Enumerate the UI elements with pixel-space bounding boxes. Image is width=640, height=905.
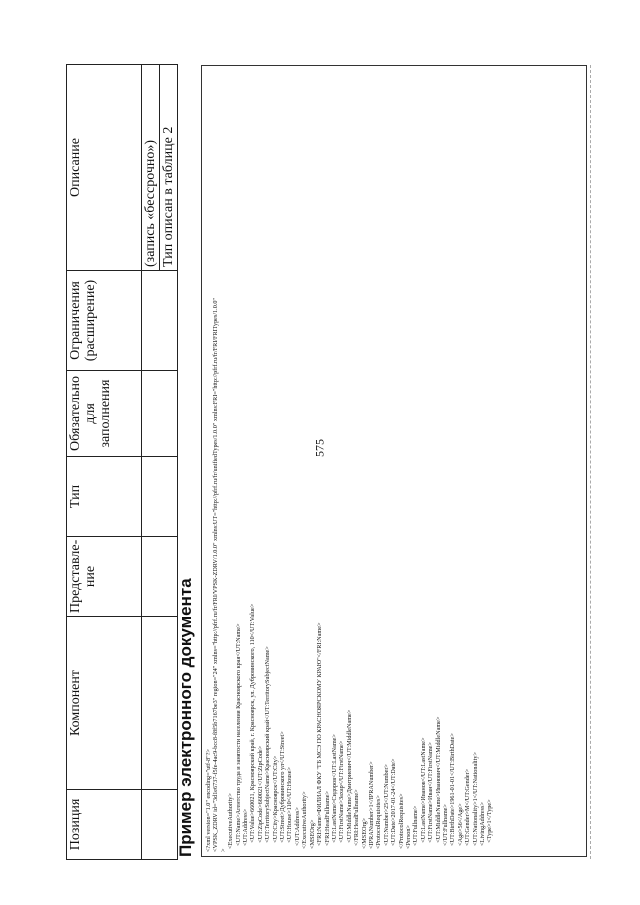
xml-line: <UT:Gender>M</UT:Gender> xyxy=(464,768,472,852)
xml-line: <UT:ZipCode>660021</UT:ZipCode> xyxy=(256,745,264,852)
xml-line: <VPSK_ZDRV id="3d1e6737-f5fe-4ac9-bcc8-f8f5b7167be3" region="24" xmlns="http://pfrf.ru/fr/FRI/VPSK-ZDRV/1.0.0" xmlns:UT="http://pfrf.ru/fr/unifiedTypes/1.0.0" xmlns:FRI="http://pfrf.ru/fr/FRI/FRITypes/1.0.0" xyxy=(212,298,220,852)
column-header: Компонент xyxy=(67,617,142,790)
xml-line: <UT:Value>660021, Красноярский край, г. Красноярск, ул. Дубровинского, 110</UT:Value> xyxy=(249,603,257,852)
cell-required xyxy=(142,371,178,457)
scan-edge-line xyxy=(590,65,591,859)
xml-line: <UT:City>Красноярск</UT:City> xyxy=(271,755,279,852)
specification-table xyxy=(66,64,178,860)
xml-line: <Type>1</Type> xyxy=(486,799,494,852)
xml-line: <UT:Date>2017-01-24</UT:Date> xyxy=(390,758,398,852)
column-header: Описание xyxy=(67,65,142,271)
page-number: 575 xyxy=(312,439,327,457)
xml-line: <UT:LastName>Иванов</UT:LastName> xyxy=(419,737,427,852)
xml-line: </UT:Address> xyxy=(293,807,301,852)
column-header: Тип xyxy=(67,457,142,537)
description-line: Тип описан в таблице 2 xyxy=(159,65,177,270)
xml-example-box xyxy=(201,65,587,857)
xml-line: </ProtocolRequisites> xyxy=(397,793,405,852)
xml-line: <?xml version="1.0" encoding="utf-8"?> xyxy=(205,749,212,852)
xml-line: <FRI:HeadFullname> xyxy=(323,791,331,852)
description-line: (запись «бессрочно») xyxy=(143,139,158,267)
xml-line: <LivingAddress> xyxy=(479,802,487,852)
cell-restrictions xyxy=(142,271,178,371)
xml-line: <FRI:Name>ФИЛИАЛ ФКУ "ГБ МСЭ ПО КРАСНОЯРСКОМУ КРАЮ"</FRI:Name> xyxy=(316,622,324,852)
column-header: Обязательно для заполнения xyxy=(67,371,142,457)
xml-line: <UT:BirthDate>1961-01-01</UT:BirthDate> xyxy=(449,733,457,852)
xml-line: > xyxy=(219,848,227,852)
cell-description xyxy=(142,65,178,271)
xml-line: <Age>56</Age> xyxy=(456,803,464,852)
column-header: Позиция xyxy=(67,790,142,860)
xml-line: <UT:Nationality>1</UT:Nationality> xyxy=(471,752,479,852)
xml-line: <UT:Street>Дубровинского ул</UT:Street> xyxy=(279,731,287,852)
xml-line: <UT:MiddleName>Иванович</UT:MiddleName> xyxy=(434,716,442,852)
xml-line: <UT:FirstName>Иван</UT:FirstName> xyxy=(427,742,435,852)
table-row xyxy=(142,65,178,860)
xml-line: <UT:LastName>Сидоров</UT:LastName> xyxy=(330,734,338,852)
cell-component xyxy=(142,617,178,790)
cell-representation xyxy=(142,537,178,617)
xml-line: <ExecutiveAuthority> xyxy=(227,793,235,852)
column-header: Представле- ние xyxy=(67,537,142,617)
xml-line: <UT:TerritorySubjectName>Красноярский край</UT:TerritorySubjectName> xyxy=(264,646,272,852)
xml-line: <UT:Number>25</UT:Number> xyxy=(382,764,390,852)
cell-position xyxy=(142,790,178,860)
column-header: Ограничения (расширение) xyxy=(67,271,142,371)
xml-line: <UT:Address> xyxy=(242,808,250,852)
xml-line: <UT:FirstName>Захар</UT:FirstName> xyxy=(338,740,346,852)
table-header-row xyxy=(67,65,142,860)
section-title: Пример электронного документа xyxy=(176,578,195,857)
cell-type xyxy=(142,457,178,537)
xml-line: <UT:Name>Агентство труда и занятости населения Красноярского края</UT:Name> xyxy=(234,623,242,852)
xml-line: </FRI:HeadFullname> xyxy=(353,789,361,852)
xml-line: <MSEOrg> xyxy=(308,819,316,852)
xml-line: <IPRANumber>1</IPRANumber> xyxy=(367,761,375,852)
xml-line: <UT:House>110</UT:House> xyxy=(286,767,294,852)
xml-line: </UT:Fullname> xyxy=(442,804,449,852)
xml-line: <UT:Fullname> xyxy=(412,805,420,852)
xml-line: <UT:MiddleName>Дмитриевич</UT:MiddleName> xyxy=(345,709,353,852)
xml-line: <Person> xyxy=(404,825,412,852)
xml-line: </MSEOrg> xyxy=(360,817,368,852)
xml-line: <ProtocolRequisites> xyxy=(375,795,383,852)
xml-line: </ExecutiveAuthority> xyxy=(301,791,309,852)
